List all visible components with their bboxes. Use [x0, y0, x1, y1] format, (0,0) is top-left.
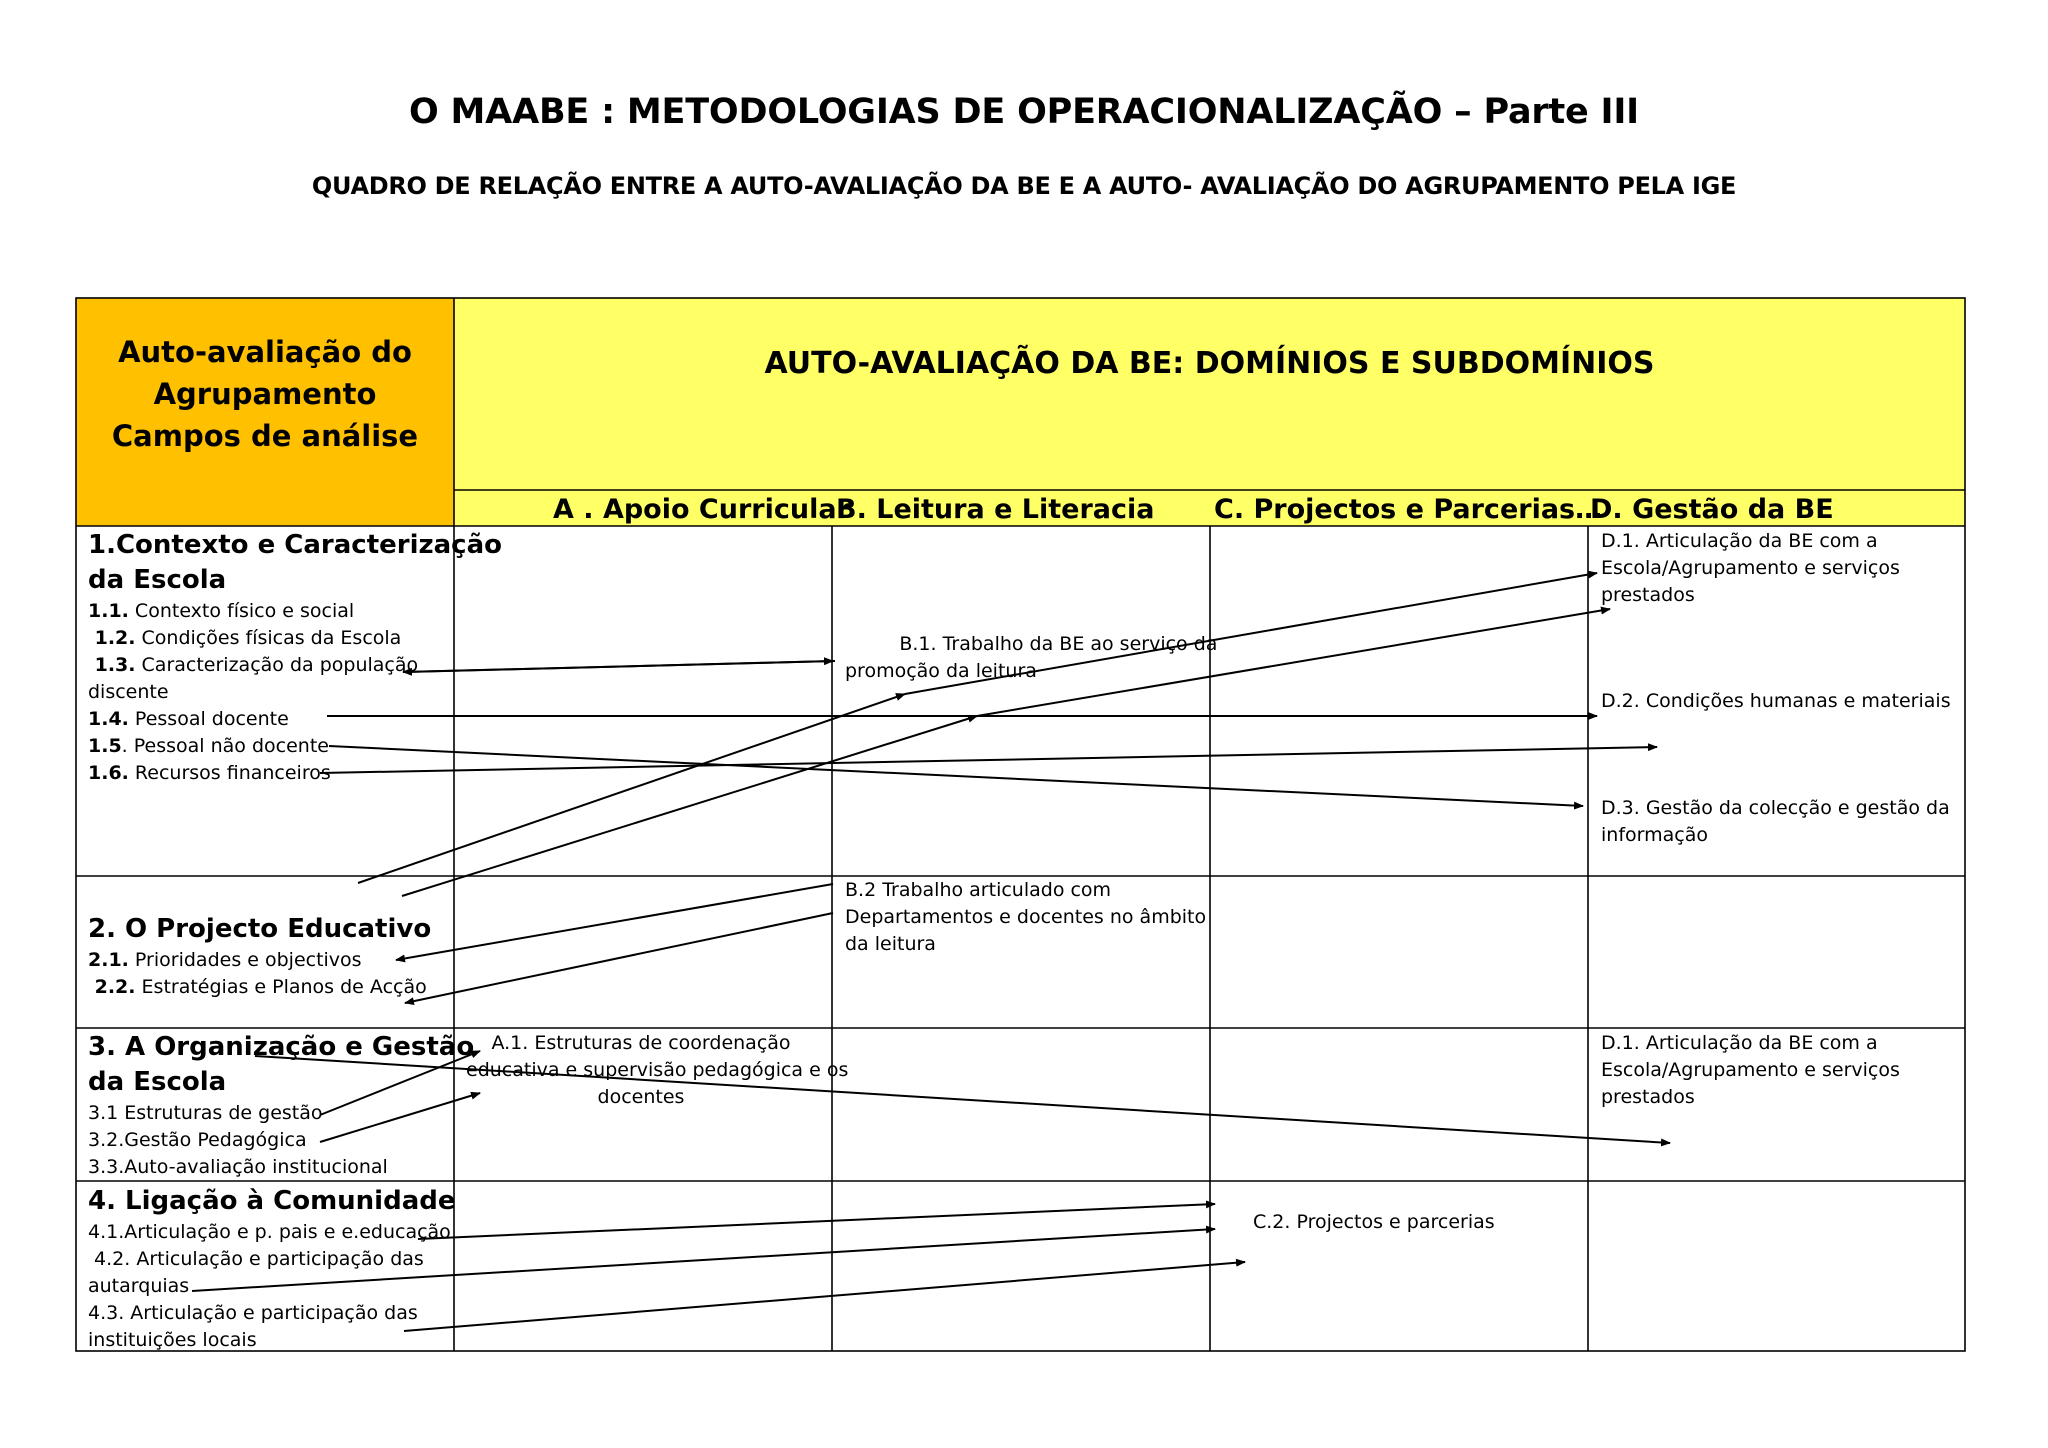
subdomain-d3: D.3. Gestão da colecção e gestão da informação — [1601, 797, 1950, 846]
subdomain-a1: A.1. Estruturas de coordenação educativa e supervisão pedagógica e os docentes — [466, 1032, 849, 1108]
field-item: 3.1 Estruturas de gestão — [88, 1102, 323, 1124]
field-item: 1.1. Contexto físico e social — [88, 600, 355, 622]
subdomain-d2: D.2. Condições humanas e materiais — [1601, 690, 1951, 712]
field-item: 1.5. Pessoal não docente — [88, 735, 329, 757]
subdomain-b2: B.2 Trabalho articulado com Departamentos e docentes no âmbito da leitura — [845, 879, 1207, 955]
domain-b-label: B. Leitura e Literacia — [836, 494, 1155, 525]
header-left-line: Campos de análise — [111, 419, 419, 453]
field-item: 2.1. Prioridades e objectivos — [88, 949, 362, 971]
header-left-line: Agrupamento — [153, 377, 377, 411]
field-item: autarquias — [88, 1275, 190, 1297]
domain-a-label: A . Apoio Curricular — [553, 494, 850, 525]
field-item: 1.3. Caracterização da população — [88, 654, 419, 676]
field-item: 4.2. Articulação e participação das — [88, 1248, 424, 1270]
field-item: 4.1.Articulação e p. pais e e.educação — [88, 1221, 451, 1243]
field-item: 1.4. Pessoal docente — [88, 708, 289, 730]
field-title: 3. A Organização e Gestão — [88, 1032, 475, 1062]
table-grid — [76, 298, 1965, 1351]
header-left-line: Auto-avaliação do — [118, 335, 412, 369]
field-title: da Escola — [88, 1067, 227, 1097]
field-title: 4. Ligação à Comunidade — [88, 1186, 456, 1216]
subdomain-b1: B.1. Trabalho da BE ao serviço da promoção da leitura — [845, 633, 1218, 682]
field-item: instituições locais — [88, 1329, 257, 1351]
field-item: 3.2.Gestão Pedagógica — [88, 1129, 307, 1151]
page-title: O MAABE : METODOLOGIAS DE OPERACIONALIZAÇÃO – Parte III — [409, 92, 1639, 132]
field-item: discente — [88, 681, 169, 703]
subdomain-d1: D.1. Articulação da BE com a Escola/Agrupamento e serviços prestados — [1601, 530, 1900, 606]
domain-d-label: D. Gestão da BE — [1590, 494, 1834, 525]
domain-c-label: C. Projectos e Parcerias… — [1214, 494, 1603, 525]
field-title: da Escola — [88, 565, 227, 595]
header-dominios-label: AUTO-AVALIAÇÃO DA BE: DOMÍNIOS E SUBDOMÍNIOS — [764, 346, 1655, 381]
field-item: 1.6. Recursos financeiros — [88, 762, 331, 784]
field-title: 2. O Projecto Educativo — [88, 914, 432, 944]
field-item: 2.2. Estratégias e Planos de Acção — [88, 976, 427, 998]
field-title: 1.Contexto e Caracterização — [88, 530, 502, 560]
subdomain-d1-repeat: D.1. Articulação da BE com a Escola/Agrupamento e serviços prestados — [1601, 1032, 1900, 1108]
relation-arrows — [192, 573, 1670, 1331]
subdomain-c2: C.2. Projectos e parcerias — [1253, 1211, 1495, 1233]
field-item: 1.2. Condições físicas da Escola — [88, 627, 402, 649]
field-item: 3.3.Auto-avaliação institucional — [88, 1156, 388, 1178]
page-subtitle: QUADRO DE RELAÇÃO ENTRE A AUTO-AVALIAÇÃO DA BE E A AUTO- AVALIAÇÃO DO AGRUPAMENTO PELA IGE — [311, 172, 1737, 200]
field-item: 4.3. Articulação e participação das — [88, 1302, 418, 1324]
